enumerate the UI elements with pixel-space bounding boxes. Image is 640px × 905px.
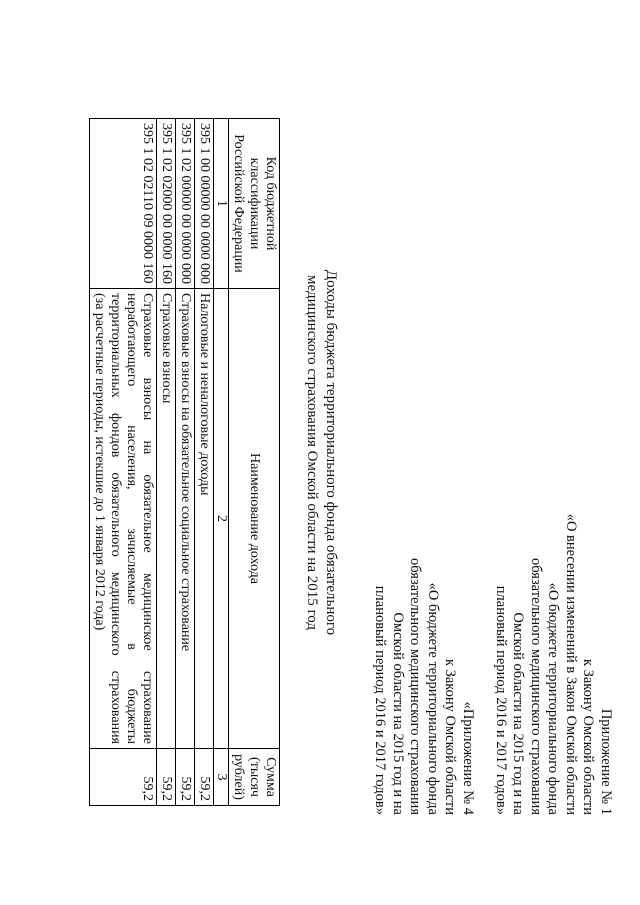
column-number: 2 xyxy=(214,289,229,749)
appendix-line: «О внесении изменений в Закон Омской области xyxy=(563,513,579,815)
appendix-4-heading xyxy=(371,558,476,815)
income-name: Страховые взносы xyxy=(157,289,176,749)
income-amount: 59,2 xyxy=(176,749,195,806)
header-amount: Сумма (тысяч рублей) xyxy=(229,749,280,806)
table-row xyxy=(176,119,195,806)
column-number-row xyxy=(214,119,229,806)
budget-code: 395 1 00 00000 00 0000 000 xyxy=(195,119,214,289)
document-title xyxy=(302,0,340,905)
header-name: Наименование дохода xyxy=(229,289,280,749)
budget-code: 395 1 02 02110 09 0000 160 xyxy=(90,119,157,289)
income-name-line: территориальных фондов обязательного медицинского страхования xyxy=(108,293,123,744)
table-row xyxy=(157,119,176,806)
appendix-line: обязательного медицинского страхования xyxy=(407,558,424,815)
appendix-1-heading xyxy=(492,514,615,815)
budget-code: 395 1 02 00000 00 0000 000 xyxy=(176,119,195,289)
appendix-line: к Закону Омской области xyxy=(580,658,597,815)
appendix-line: Омской области на 2015 год и на xyxy=(390,612,406,815)
appendix-line: «О бюджете территориального фонда xyxy=(545,582,562,815)
appendix-line: «Приложение № 4 xyxy=(460,701,476,815)
income-name-line: (за расчетные периоды, истекшие до 1 января 2012 года) xyxy=(92,293,107,631)
budget-code: 395 1 02 02000 00 0000 160 xyxy=(157,119,176,289)
header-code: Код бюджетной классификации Российской Федерации xyxy=(229,119,280,289)
title-line-2: медицинского страхования Омской области на 2015 год xyxy=(304,275,320,630)
income-name-line: Страховые взносы на обязательное медицинское страхование xyxy=(140,293,155,744)
appendix-line: к Закону Омской области xyxy=(442,658,459,815)
income-name xyxy=(90,289,157,749)
appendix-line: обязательного медицинского страхования xyxy=(528,558,544,815)
appendix-line: плановый период 2016 и 2017 годов» xyxy=(493,585,509,815)
title-line-1: Доходы бюджета территориального фонда обязательного xyxy=(323,269,339,636)
income-name: Страховые взносы на обязательное социальное страхование xyxy=(176,289,195,749)
income-name-line: неработающего населения, зачисляемые в бюджеты xyxy=(124,293,139,744)
income-table xyxy=(89,118,280,806)
appendix-line: «О бюджете территориального фонда xyxy=(425,582,441,815)
table-row xyxy=(90,119,157,806)
income-amount: 59,2 xyxy=(90,749,157,806)
appendix-line: Омской области на 2015 год и на xyxy=(510,612,527,815)
income-name: Налоговые и неналоговые доходы xyxy=(195,289,214,749)
income-amount: 59,2 xyxy=(195,749,214,806)
appendix-line: Приложение № 1 xyxy=(598,708,614,815)
income-amount: 59,2 xyxy=(157,749,176,806)
column-number: 3 xyxy=(214,749,229,806)
appendix-line: плановый период 2016 и 2017 годов» xyxy=(372,585,389,815)
table-header-row xyxy=(229,119,280,806)
column-number: 1 xyxy=(214,119,229,289)
table-row xyxy=(195,119,214,806)
